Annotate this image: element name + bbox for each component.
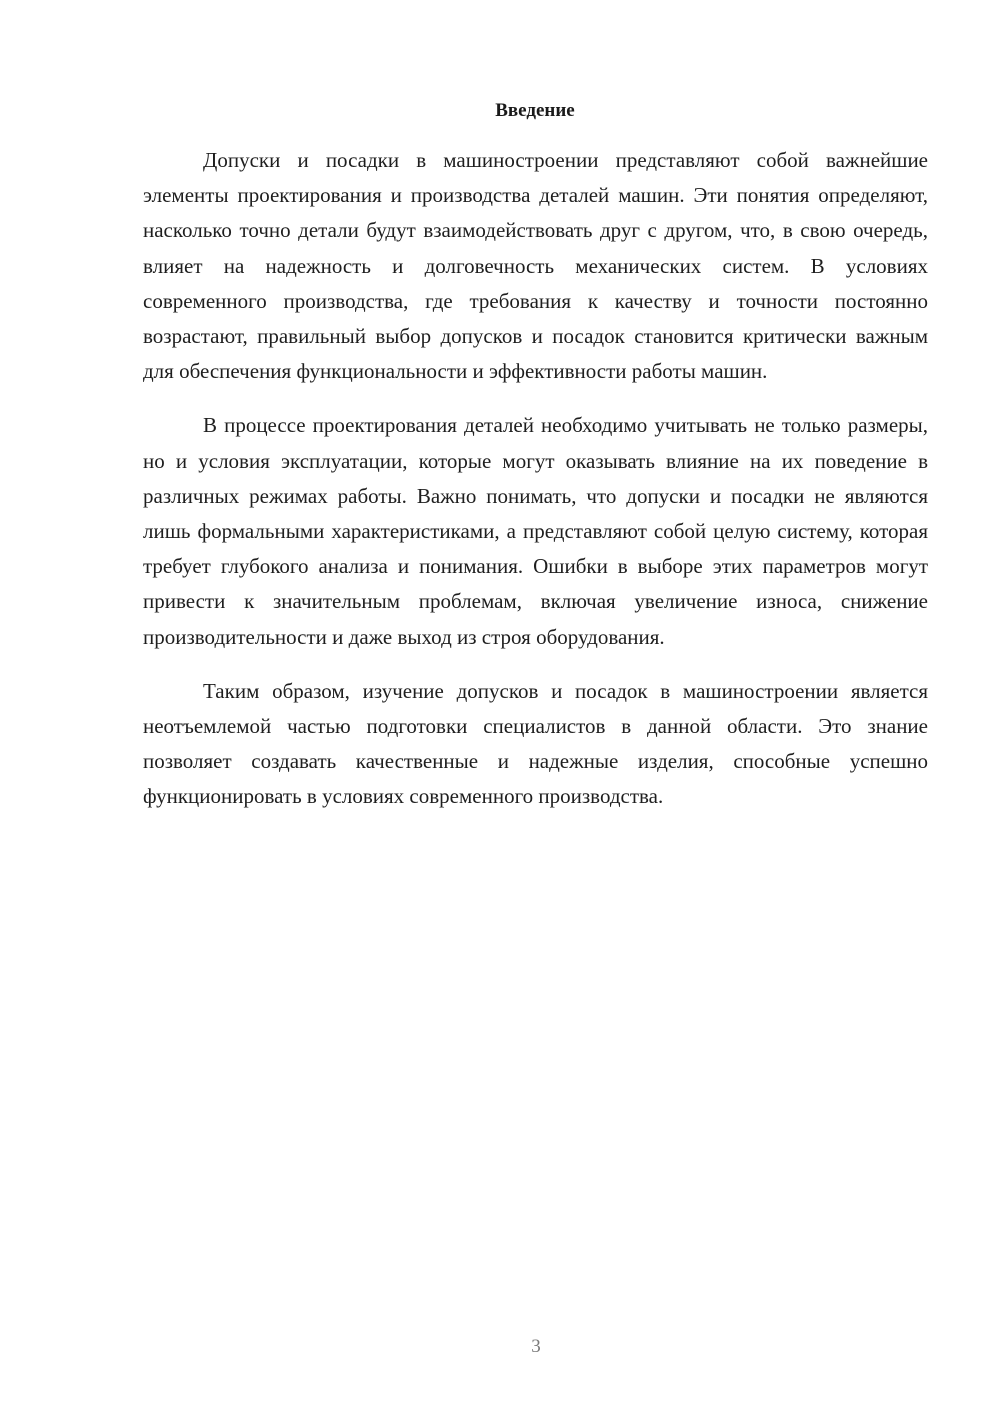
page-number: 3 bbox=[531, 1336, 541, 1357]
body-text bbox=[143, 143, 928, 834]
page-title: Введение bbox=[495, 100, 575, 121]
paragraph-2: В процессе проектирования деталей необходимо учитывать не только размеры, но и условия эксплуатации, которые могут оказывать влияние на их поведение в различных режимах работы. Важно понимать, что допуски и посадки не являются лишь формальными характеристиками, а представляют собой целую систему, которая требует глубокого анализа и понимания. Ошибки в выборе этих параметров могут привести к значительным проблемам, включая увеличение износа, снижение производительности и даже выход из строя оборудования. bbox=[143, 413, 928, 649]
paragraph-3: Таким образом, изучение допусков и посадок в машиностроении является неотъемлемой частью подготовки специалистов в данной области. Это знание позволяет создавать качественные и надежные изделия, способные успешно функционировать в условиях современного производства. bbox=[143, 678, 928, 809]
paragraph-1: Допуски и посадки в машиностроении представляют собой важнейшие элементы проектирования и производства деталей машин. Эти понятия определяют, насколько точно детали будут взаимодействовать друг с другом, что, в свою очередь, влияет на надежность и долговечность механических систем. В условиях современного производства, где требования к качеству и точности постоянно возрастают, правильный выбор допусков и посадок становится критически важным для обеспечения функциональности и эффективности работы машин. bbox=[143, 148, 928, 384]
